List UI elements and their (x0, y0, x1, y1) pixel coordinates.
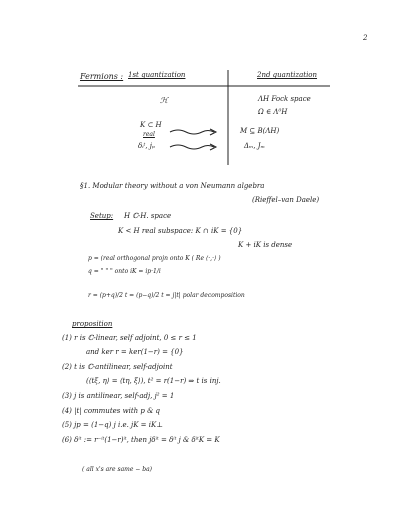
delta-j-first: δᵢᵗ, jₚ (138, 142, 155, 150)
prop-item-4: (4) |t| commutes with p & q (62, 407, 161, 415)
line-dense: K + iK is dense (238, 241, 293, 249)
arrow-delta-to-Delta (170, 145, 214, 149)
arrow-K-to-M (170, 130, 214, 134)
line-r-t-definition: r = (p+q)/2 t = (p−q)/2 t = j|t| polar decomposition (88, 292, 245, 299)
line-q-definition: q = " " " onto iK = ip·1/i (88, 268, 161, 275)
Delta-J-second: Δₘ, Jₘ (244, 142, 265, 150)
prop-item-6: (6) δⁱᵗ := r⁻ⁱᵗ(1−r)ⁱᵗ, then jδⁱᵗ = δⁱᵗ j & δⁱᵗK = K (62, 436, 220, 444)
setup-text: H ℂ-H. space (124, 212, 172, 220)
vacuum-omega: Ω ∈ Λ⁰H (258, 108, 288, 116)
line-K-subspace: K < H real subspace: K ∩ iK = {0} (118, 227, 243, 235)
real-label: real (143, 131, 155, 138)
von-neumann-algebra-M: M ⊆ B(ΛH) (240, 127, 280, 135)
prop-item-2: (2) t is ℂ-antilinear, self-adjoint (62, 363, 173, 371)
page-number: 2 (363, 34, 368, 42)
real-subspace-K: K ⊂ H (140, 121, 162, 129)
fock-space: ΛH Fock space (258, 95, 311, 103)
first-quant-heading: 1st quantization (128, 71, 186, 79)
prop-item-1b: and ker r = ker(1−r) = {0} (86, 348, 184, 356)
prop-item-3: (3) j is antilinear, self-adj, j² = 1 (62, 392, 175, 400)
proposition-label: proposition (72, 320, 113, 328)
section-title: §1. Modular theory without a von Neumann algebra (80, 182, 265, 190)
fermions-label: Fermions : (80, 72, 124, 81)
footer-note: ( all x's are same − ba) (82, 466, 152, 473)
section-reference: (Rieffel–van Daele) (252, 196, 320, 204)
prop-item-2b: (⟨tξ, η⟩ = ⟨tη, ξ⟩), t² = r(1−r) ⇒ t is inj. (86, 377, 221, 385)
prop-item-1: (1) r is ℂ-linear, self adjoint, 0 ≤ r ≤ 1 (62, 334, 197, 342)
second-quant-heading: 2nd quantization (257, 71, 318, 79)
hilbert-space-H: ℋ (160, 96, 168, 105)
line-p-definition: p = (real orthogonal projn onto K ( Re ⟨·,·⟩ ) (88, 255, 221, 262)
prop-item-5: (5) jp = (1−q) j i.e. jK = iK⊥ (62, 421, 163, 429)
setup-label: Setup: (90, 212, 114, 220)
